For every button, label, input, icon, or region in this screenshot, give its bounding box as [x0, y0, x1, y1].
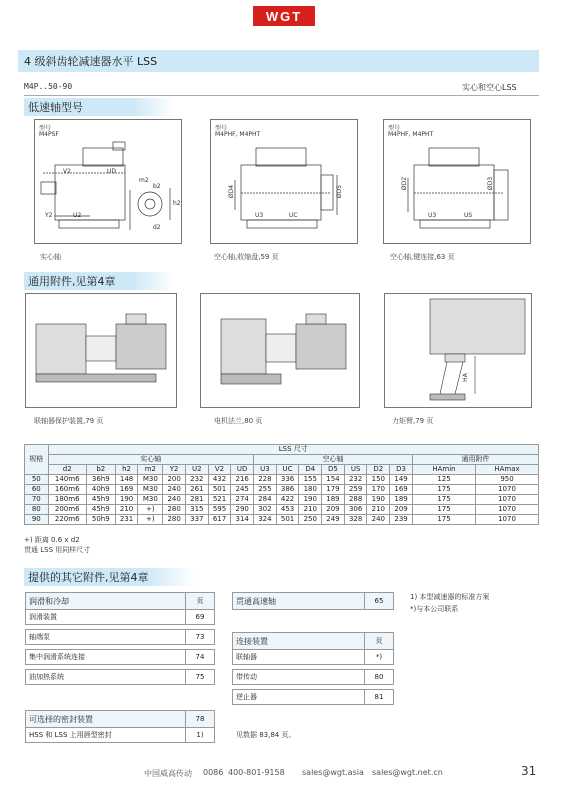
list-item-page: 74 [186, 650, 215, 665]
list-item-label: 润滑装置 [26, 610, 186, 625]
list-item-page: *) [365, 650, 394, 665]
col-d2-hollow: D2 [367, 465, 390, 475]
list-item-label: HSS 和 LSS 上用唇型密封 [26, 728, 186, 743]
drawing-model: M4PHF, M4PHT [215, 131, 261, 138]
size-header: 规格 [25, 445, 49, 475]
footer-email-2[interactable]: sales@wgt.net.cn [372, 768, 443, 777]
table-cell: 595 [208, 505, 231, 515]
row-size: 80 [25, 505, 49, 515]
footer-email-1[interactable]: sales@wgt.asia [302, 768, 364, 777]
table-cell: 1070 [476, 505, 539, 515]
table-cell: M30 [138, 495, 163, 505]
model-range: M4P..50-90 [24, 82, 73, 91]
dim-d2: d2 [153, 224, 161, 231]
seal-table [25, 710, 215, 743]
table-cell: 169 [390, 485, 413, 495]
list-item [26, 650, 215, 665]
dim-h2: h2 [173, 200, 181, 207]
table-cell: 210 [367, 505, 390, 515]
list-item [26, 630, 215, 645]
table-cell: 1070 [476, 485, 539, 495]
drawing-caption-key: 空心轴,键连接,63 页 [390, 253, 455, 261]
table-cell: 169 [115, 485, 138, 495]
subtitle-low-speed: 低速轴型号 [28, 101, 83, 114]
list-item-label: 集中润滑系统连接 [26, 650, 186, 665]
table-row [25, 485, 539, 495]
table-cell: 180 [299, 485, 322, 495]
row-size: 70 [25, 495, 49, 505]
table-cell: 245 [231, 485, 254, 495]
drawing-caption-solid: 实心轴 [40, 253, 61, 261]
col-b2: b2 [86, 465, 115, 475]
table-cell: 232 [185, 475, 208, 485]
table-cell: 314 [231, 515, 254, 525]
lubrication-header: 润滑和冷却 [26, 593, 186, 610]
brand-logo: WGT [253, 6, 315, 26]
col-v2: V2 [208, 465, 231, 475]
lubrication-table [25, 592, 215, 685]
table-cell: 521 [208, 495, 231, 505]
table-cell: 228 [254, 475, 277, 485]
col-d4: D4 [299, 465, 322, 475]
dim-u3: U3 [428, 212, 437, 219]
col-d3: D3 [390, 465, 413, 475]
connection-table [232, 632, 394, 705]
dim-ud: UD [107, 168, 117, 175]
footer-phone-prefix: 0086 [203, 768, 224, 777]
table-cell: 232 [344, 475, 367, 485]
table-cell: 150 [367, 475, 390, 485]
table-cell: 36h9 [86, 475, 115, 485]
table-cell: 432 [208, 475, 231, 485]
spec-note-2: 贯通 LSS 用同样尺寸 [24, 546, 91, 554]
table-cell: 337 [185, 515, 208, 525]
spec-table [24, 444, 539, 525]
table-cell: 50h9 [86, 515, 115, 525]
seal-header-page: 78 [186, 711, 215, 728]
table-cell: 281 [185, 495, 208, 505]
list-item-label: 油加热系统 [26, 670, 186, 685]
table-cell: 302 [254, 505, 277, 515]
table-cell: 1070 [476, 515, 539, 525]
seal-list [25, 710, 215, 743]
table-cell: 231 [115, 515, 138, 525]
table-cell: 170 [367, 485, 390, 495]
divider [24, 95, 539, 96]
table-cell: 315 [185, 505, 208, 515]
dim-us: US [464, 212, 473, 219]
table-cell: 154 [322, 475, 345, 485]
table-cell: 324 [254, 515, 277, 525]
torque-arm-illustration [385, 294, 531, 407]
col-ud: UD [231, 465, 254, 475]
dim-b2: b2 [153, 183, 161, 190]
col-d5: D5 [322, 465, 345, 475]
table-cell: 501 [276, 515, 299, 525]
col-uc: UC [276, 465, 299, 475]
table-cell: 280 [163, 515, 186, 525]
row-size: 90 [25, 515, 49, 525]
table-cell: M30 [138, 475, 163, 485]
table-cell: 190 [299, 495, 322, 505]
connection-header-page: 页 [365, 633, 394, 650]
spec-note-1: +) 距离 0.6 x d2 [24, 536, 80, 544]
legend-note-1: 1) 本型减速器的标准方案 [410, 593, 490, 601]
table-cell: 140m6 [48, 475, 86, 485]
lubrication-list [25, 592, 215, 685]
dim-d4: ØD4 [228, 184, 236, 199]
table-cell: 336 [276, 475, 299, 485]
spec-table-body [25, 475, 539, 525]
model-type: 实心和空心LSS [462, 83, 517, 92]
list-item [26, 670, 215, 685]
page-number: 31 [521, 764, 537, 778]
drawing-caption-shrink-disc: 空心轴,收缩盘,59 页 [214, 253, 279, 261]
drawing-label: 型号 [215, 125, 228, 132]
legend-note-2: *)与本公司联系 [410, 605, 459, 613]
spec-table-wrapper [24, 444, 539, 525]
table-row [25, 515, 539, 525]
connection-header: 连接装置 [233, 633, 365, 650]
table-cell: 249 [322, 515, 345, 525]
through-shaft-label: 贯通高速轴 [233, 593, 365, 610]
motor-flange-illustration [201, 294, 359, 407]
table-cell: 1070 [476, 495, 539, 505]
table-cell: 216 [231, 475, 254, 485]
list-item-page: 75 [186, 670, 215, 685]
table-cell: 175 [413, 505, 476, 515]
table-cell: 259 [344, 485, 367, 495]
col-hamax: HAmax [476, 465, 539, 475]
table-cell: 950 [476, 475, 539, 485]
coupling-guard-illustration [26, 294, 176, 407]
lubrication-header-page: 页 [186, 593, 215, 610]
section-title: 4 级斜齿轮减速器水平 LSS [24, 55, 158, 68]
table-cell: 617 [208, 515, 231, 525]
connection-list [232, 632, 394, 705]
table-cell: 290 [231, 505, 254, 515]
table-cell: 125 [413, 475, 476, 485]
general-accessory-header: 通用附件 [413, 455, 539, 465]
table-cell: M30 [138, 485, 163, 495]
drawing-solid-shaft [34, 119, 182, 244]
list-item [233, 650, 394, 665]
accessory-coupling-guard-image [25, 293, 177, 408]
subtitle-low-speed-bar [24, 98, 174, 116]
drawing-hollow-shrink-disc [210, 119, 358, 244]
dim-ha: HA [461, 373, 469, 382]
table-cell: 45h9 [86, 495, 115, 505]
col-u2: U2 [185, 465, 208, 475]
table-cell: 306 [344, 505, 367, 515]
table-cell: 190 [367, 495, 390, 505]
col-m2: m2 [138, 465, 163, 475]
connection-note: 见数据 83,84 页。 [236, 731, 296, 739]
row-size: 60 [25, 485, 49, 495]
dim-v2: V2 [63, 168, 71, 175]
table-cell: 422 [276, 495, 299, 505]
table-cell: 453 [276, 505, 299, 515]
table-cell: 386 [276, 485, 299, 495]
dim-uc: UC [289, 212, 298, 219]
table-cell: 220m6 [48, 515, 86, 525]
col-us: US [344, 465, 367, 475]
drawing-label: 型号 [39, 125, 52, 132]
list-item [26, 610, 215, 625]
table-cell: 160m6 [48, 485, 86, 495]
table-cell: 175 [413, 515, 476, 525]
list-item-page: 69 [186, 610, 215, 625]
table-cell: 200m6 [48, 505, 86, 515]
dim-m2: m2 [139, 177, 149, 184]
dim-d2-bore: ØD2 [401, 176, 409, 191]
dim-y2: Y2 [45, 212, 53, 219]
dim-d3: ØD3 [487, 176, 495, 191]
table-cell: 148 [115, 475, 138, 485]
list-item [26, 728, 215, 743]
col-y2: Y2 [163, 465, 186, 475]
list-item [233, 670, 394, 685]
col-d2: d2 [48, 465, 86, 475]
other-accessories-title: 提供的其它附件,见第4章 [28, 571, 149, 584]
table-cell: 189 [390, 495, 413, 505]
list-item [233, 690, 394, 705]
table-row [25, 475, 539, 485]
solid-shaft-header: 实心轴 [48, 455, 253, 465]
table-cell: 240 [163, 485, 186, 495]
list-item-label: 带传动 [233, 670, 365, 685]
table-cell: 175 [413, 485, 476, 495]
table-cell: 175 [413, 495, 476, 505]
table-cell: 288 [344, 495, 367, 505]
table-cell: 284 [254, 495, 277, 505]
accessories-title-bar [24, 272, 174, 290]
list-item-mark: 1) [186, 728, 215, 743]
drawing-label: 型号 [388, 125, 401, 132]
table-cell: 255 [254, 485, 277, 495]
footer-company: 中国威高传动 [144, 769, 192, 778]
dim-u2: U2 [73, 212, 82, 219]
col-hamin: HAmin [413, 465, 476, 475]
table-cell: 274 [231, 495, 254, 505]
table-cell: 209 [322, 505, 345, 515]
table-cell: 45h9 [86, 505, 115, 515]
through-shaft-box [232, 592, 394, 610]
table-row [25, 505, 539, 515]
table-cell: +) [138, 515, 163, 525]
seal-header: 可选择的密封装置 [26, 711, 186, 728]
row-size: 50 [25, 475, 49, 485]
table-cell: 240 [163, 495, 186, 505]
table-cell: 155 [299, 475, 322, 485]
accessories-title: 通用附件,见第4章 [28, 275, 116, 288]
table-cell: 200 [163, 475, 186, 485]
accessory-torque-arm-image [384, 293, 532, 408]
col-u3: U3 [254, 465, 277, 475]
table-cell: 250 [299, 515, 322, 525]
hollow-shaft-shrink-disc-drawing [211, 120, 357, 243]
table-cell: +) [138, 505, 163, 515]
col-h2: h2 [115, 465, 138, 475]
section-title-bar [18, 50, 539, 72]
table-cell: 40h9 [86, 485, 115, 495]
column-header-row [25, 465, 539, 475]
other-accessories-title-bar [24, 568, 194, 586]
list-item-label: 逆止器 [233, 690, 365, 705]
dim-u3: U3 [255, 212, 264, 219]
table-cell: 210 [299, 505, 322, 515]
hollow-shaft-header: 空心轴 [254, 455, 413, 465]
table-cell: 240 [367, 515, 390, 525]
accessory-caption-torque-arm: 力矩臂,79 页 [392, 417, 434, 425]
table-cell: 501 [208, 485, 231, 495]
through-shaft-page: 65 [365, 593, 394, 610]
table-cell: 180m6 [48, 495, 86, 505]
table-cell: 149 [390, 475, 413, 485]
table-cell: 261 [185, 485, 208, 495]
list-item-page: 81 [365, 690, 394, 705]
accessory-caption-coupling: 联轴器保护装置,79 页 [34, 417, 104, 425]
dim-d5: ØD5 [336, 184, 344, 199]
table-cell: 210 [115, 505, 138, 515]
table-cell: 209 [390, 505, 413, 515]
list-item-label: 轴端泵 [26, 630, 186, 645]
accessory-caption-motor-flange: 电机法兰,80 页 [214, 417, 263, 425]
lss-size-header: LSS 尺寸 [48, 445, 538, 455]
drawing-hollow-key [383, 119, 531, 244]
table-cell: 328 [344, 515, 367, 525]
drawing-model: M4PSF [39, 131, 59, 138]
footer-phone: 400-801-9158 [228, 768, 285, 777]
list-item-page: 73 [186, 630, 215, 645]
accessory-motor-flange-image [200, 293, 360, 408]
drawing-model: M4PHF, M4PHT [388, 131, 434, 138]
table-cell: 239 [390, 515, 413, 525]
table-cell: 280 [163, 505, 186, 515]
list-item-label: 联轴器 [233, 650, 365, 665]
table-cell: 190 [115, 495, 138, 505]
table-cell: 189 [322, 495, 345, 505]
table-cell: 179 [322, 485, 345, 495]
table-row [25, 495, 539, 505]
through-shaft-table [232, 592, 394, 610]
list-item-page: 80 [365, 670, 394, 685]
